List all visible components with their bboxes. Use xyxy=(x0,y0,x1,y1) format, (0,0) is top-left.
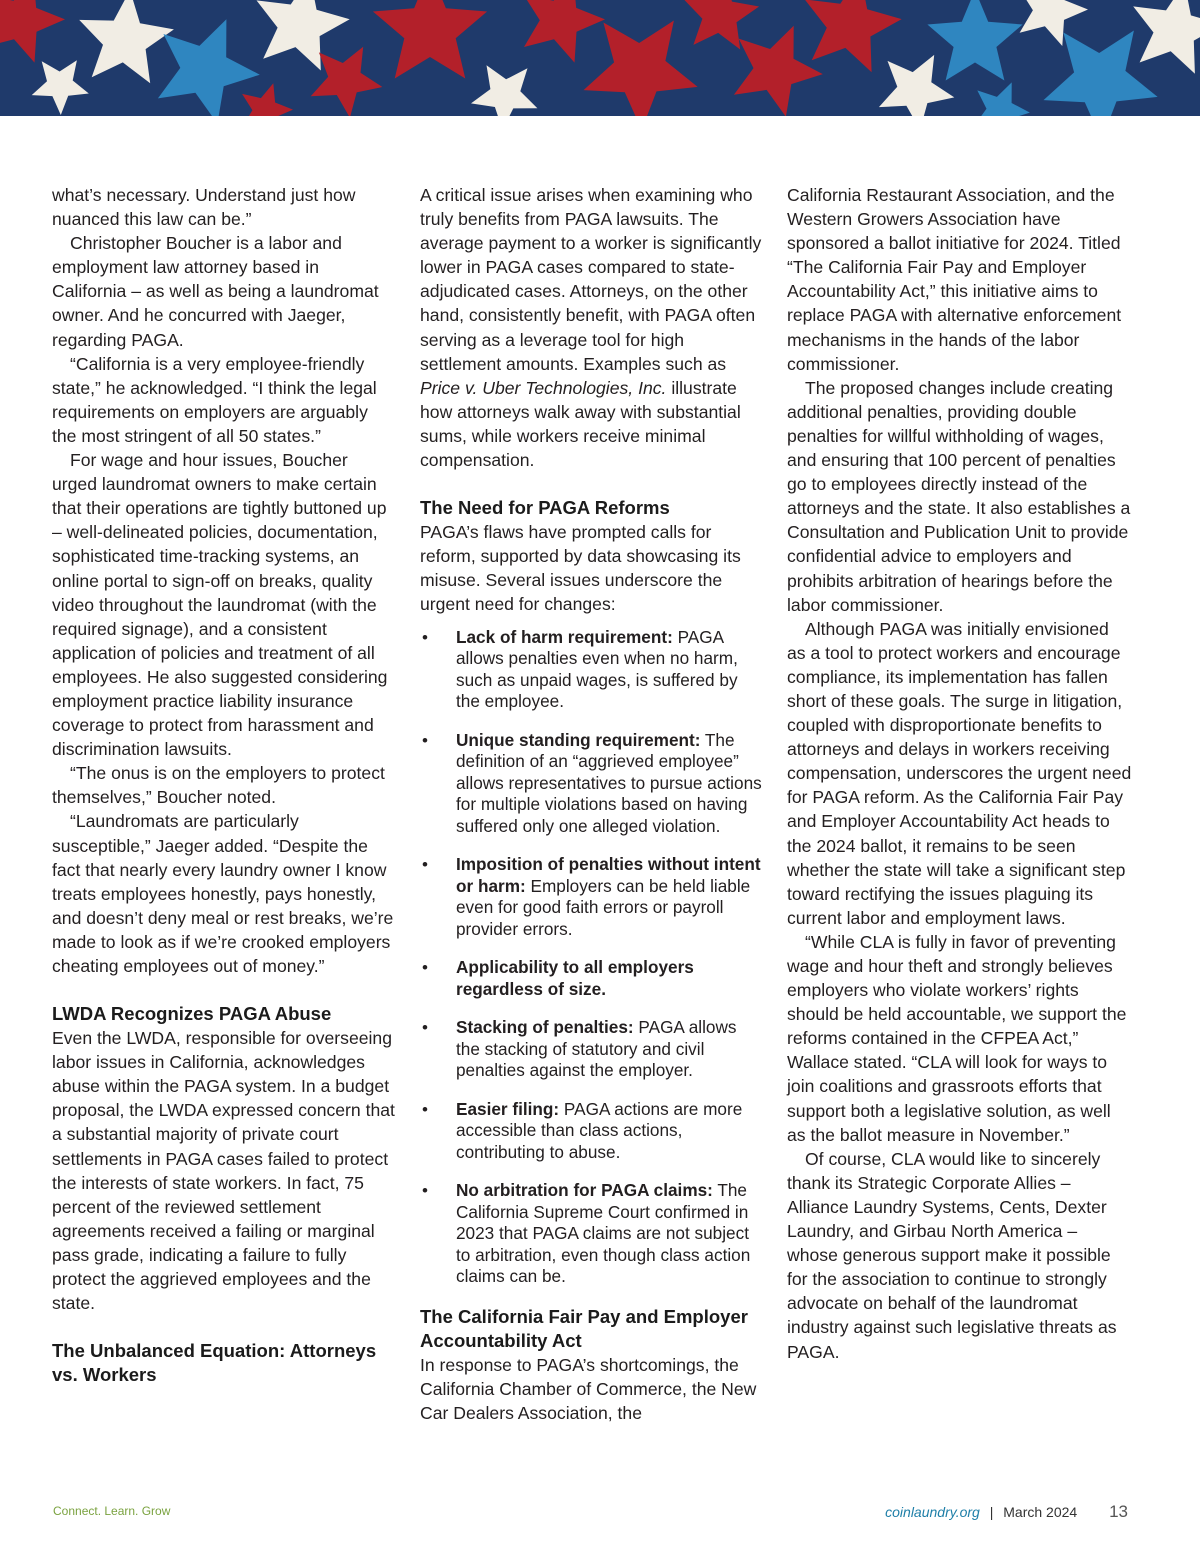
paragraph: For wage and hour issues, Boucher urged laundromat owners to make certain that their operations are tightly buttoned up – well-delineated policies, documentation, sophisticated time-tracking systems, an online portal to sign-off on breaks, quality video throughout the laundromat (with the required signage), and a consistent application of policies and treatment of all employees. He also suggested considering employment practice liability insurance coverage to protect from harassment and discrimination lawsuits. xyxy=(52,450,388,760)
bullet-icon: • xyxy=(422,958,428,977)
paragraph: “The onus is on the employers to protect themselves,” Boucher noted. xyxy=(52,763,385,808)
list-item xyxy=(420,627,762,713)
section-heading: The Need for PAGA Reforms xyxy=(420,497,670,519)
paragraph: The proposed changes include creating additional penalties, providing double penalties for willful withholding of wages, and ensuring that 100 percent of penalties go to employees directly instead of the attorneys and the state. It also establishes a Consultation and Publication Unit to provide confidential advice to employers and prohibits arbitration of hearings before the labor commissioner. xyxy=(787,377,1131,615)
bullet-icon: • xyxy=(422,1099,428,1119)
paragraph: Christopher Boucher is a labor and employment law attorney based in California – as well as being a laundromat owner. And he concurred with Jaeger, regarding PAGA. xyxy=(52,233,379,350)
section-heading: The Unbalanced Equation: Attorneys vs. Workers xyxy=(52,1340,377,1386)
case-citation: Price v. Uber Technologies, Inc. xyxy=(420,377,667,398)
website-link[interactable]: coinlaundry.org xyxy=(885,1504,980,1520)
list-item-text: The definition of an “aggrieved employee” allows representatives to pursue actions for multiple violations based on having suffered only one alleged violation. xyxy=(456,729,762,836)
section-heading: The California Fair Pay and Employer Accountability Act xyxy=(420,1305,748,1351)
bullet-icon: • xyxy=(422,1181,428,1200)
text-run: A critical issue arises when examining who truly benefits from PAGA lawsuits. The average payment to a worker is significantly lower in PAGA cases compared to state-adjudicated cases. Attorneys, on the other hand, consistently benefit, with PAGA often serving as a leverage tool for high settlement amounts. Examples such as xyxy=(420,185,762,374)
column-2 xyxy=(420,183,762,1425)
list-item-title: Stacking of penalties: xyxy=(456,1017,634,1037)
list-item-text: PAGA actions are more accessible than class actions, contributing to abuse. xyxy=(456,1098,743,1162)
banner-image xyxy=(0,0,1200,116)
list-item-title: Unique standing requirement: xyxy=(456,729,701,750)
column-1 xyxy=(52,183,397,1387)
list-item-text: PAGA allows penalties even when no harm, such as unpaid wages, is suffered by the employee. xyxy=(456,626,738,711)
list-item-title: Easier filing: xyxy=(456,1098,560,1119)
column-3 xyxy=(787,183,1132,1364)
paragraph: “Laundromats are particularly susceptible,” Jaeger added. “Despite the fact that nearly every laundry owner I know treats employees honestly, pays honestly, and doesn’t deny meal or rest breaks, we’re made to look as if we’re crooked employers cheating employees out of money.” xyxy=(52,811,394,976)
bullet-icon: • xyxy=(422,1018,428,1037)
list-item xyxy=(420,1099,762,1164)
paragraph: what’s necessary. Understand just how nuanced this law can be.” xyxy=(52,185,356,230)
list-item-text: Employers can be held liable even for good faith errors or payroll provider errors. xyxy=(456,875,751,939)
list-item xyxy=(420,730,762,838)
paragraph: In response to PAGA’s shortcomings, the California Chamber of Commerce, the New Car Dealers Association, the xyxy=(420,1354,757,1423)
paragraph: California Restaurant Association, and the Western Growers Association have sponsored a ballot initiative for 2024. Titled “The California Fair Pay and Employer Accountability Act,” this initiative aims to replace PAGA with alternative enforcement mechanisms in the hands of the labor commissioner. xyxy=(787,185,1122,374)
paragraph: “While CLA is fully in favor of preventing wage and hour theft and strongly believes employers who violate workers’ rights should be held accountable, we support the reforms contained in the CFPEA Act,” Wallace stated. “CLA will look for ways to join coalitions and grassroots efforts that support both a legislative solution, as well as the ballot measure in November.” xyxy=(787,931,1127,1145)
footer-tagline: Connect. Learn. Grow xyxy=(53,1504,171,1518)
paragraph: Even the LWDA, responsible for overseeing labor issues in California, acknowledges abuse within the PAGA system. In a budget proposal, the LWDA expressed concern that a substantial majority of private court settlements in PAGA cases failed to protect the interests of state workers. In fact, 75 percent of the reviewed settlement agreements received a failing or marginal pass grade, indicating a failure to fully protect the aggrieved employees and the state. xyxy=(52,1028,395,1314)
footer-info xyxy=(885,1502,1128,1522)
list-item xyxy=(420,1017,762,1082)
paragraph xyxy=(420,183,762,472)
issue-date: March 2024 xyxy=(1003,1504,1078,1520)
list-item-title: Lack of harm requirement: xyxy=(456,626,673,647)
section-heading: LWDA Recognizes PAGA Abuse xyxy=(52,1003,332,1025)
list-item xyxy=(420,1180,762,1288)
stars-banner-icon xyxy=(0,0,1200,116)
reform-issues-list xyxy=(420,627,762,1288)
bullet-icon: • xyxy=(422,627,428,647)
paragraph: PAGA’s flaws have prompted calls for reform, supported by data showcasing its misuse. Several issues underscore the urgent need for changes: xyxy=(420,522,741,615)
list-item-text: The California Supreme Court confirmed in 2023 that PAGA claims are not subject to arbitration, even though class action claims can be. xyxy=(456,1180,751,1286)
list-item xyxy=(420,957,762,1000)
list-item-title: Imposition of penalties without intent or harm: xyxy=(456,854,761,896)
bullet-icon: • xyxy=(422,855,428,874)
text-run: illustrate how attorneys walk away with substantial sums, while workers receive minimal compensation. xyxy=(420,377,741,471)
paragraph: Of course, CLA would like to sincerely thank its Strategic Corporate Allies – Alliance Laundry Systems, Cents, Dexter Laundry, and Girbau North America – whose generous support make it possible for the association to continue to strongly advocate on behalf of the laundromat industry against such legislative threats as PAGA. xyxy=(787,1148,1117,1362)
separator: | xyxy=(989,1504,994,1520)
list-item-text: PAGA allows the stacking of statutory and civil penalties against the employer. xyxy=(456,1017,737,1080)
page-number: 13 xyxy=(1109,1502,1128,1521)
list-item xyxy=(420,854,762,940)
bullet-icon: • xyxy=(422,730,428,750)
paragraph: “California is a very employee-friendly state,” he acknowledged. “I think the legal requirements on employers are arguably the most stringent of all 50 states.” xyxy=(52,353,377,446)
list-item-title: No arbitration for PAGA claims: xyxy=(456,1180,713,1200)
paragraph: Although PAGA was initially envisioned as a tool to protect workers and encourage compliance, its implementation has fallen short of these goals. The surge in litigation, coupled with disproportionate benefits to attorneys and delays in workers receiving compensation, underscores the urgent need for PAGA reform. As the California Fair Pay and Employer Accountability Act heads to the 2024 ballot, it remains to be seen whether the state will take a significant step toward rectifying the issues plaguing its current labor and employment laws. xyxy=(787,618,1132,928)
list-item-title: Applicability to all employers regardless of size. xyxy=(456,957,694,999)
